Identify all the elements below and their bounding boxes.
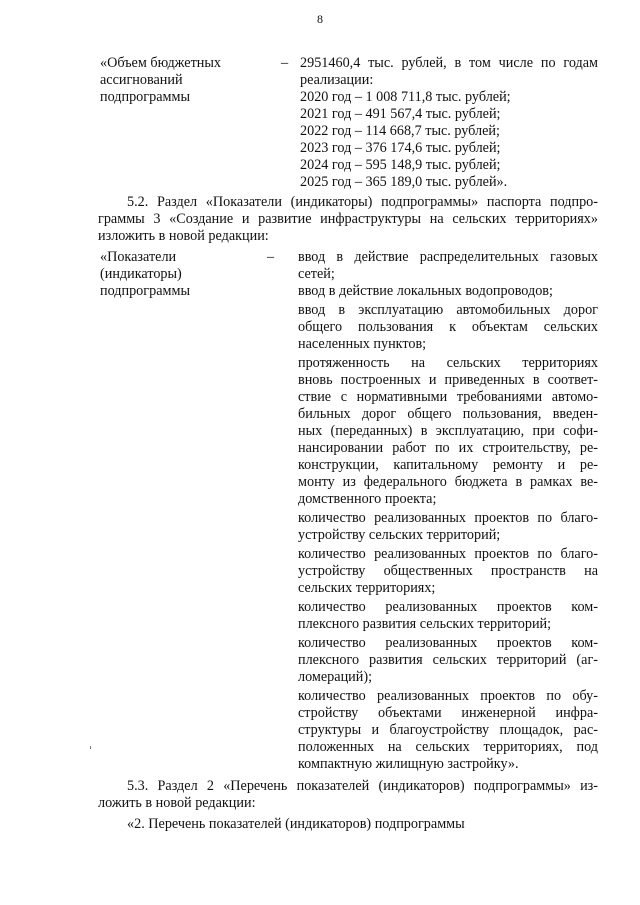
- indicator-line: положенных на сельских территориях, под: [298, 739, 598, 755]
- budget-value-line: 2025 год – 365 189,0 тыс. рублей».: [300, 174, 508, 190]
- budget-value-line: 2951460,4 тыс. рублей, в том числе по годам: [300, 55, 598, 71]
- budget-value-line: 2024 год – 595 148,9 тыс. рублей;: [300, 157, 501, 173]
- indicators-label-line: (индикаторы): [100, 266, 182, 282]
- indicator-line: ных (переданных) в эксплуатацию, при софи-: [298, 423, 598, 439]
- budget-value-line: 2021 год – 491 567,4 тыс. рублей;: [300, 106, 501, 122]
- indicator-line: вновь построенных и приведенных в соответ-: [298, 372, 598, 388]
- section-5-2-line: изложить в новой редакции:: [98, 228, 269, 244]
- indicator-line: количество реализованных проектов по обу-: [298, 688, 598, 704]
- indicator-line: конструкции, капитальному ремонту и ре-: [298, 457, 598, 473]
- indicator-line: структуры и благоустройству площадок, рас-: [298, 722, 598, 738]
- section-5-2-line: граммы 3 «Создание и развитие инфраструктуры на сельских территориях»: [98, 211, 598, 227]
- indicator-line: ствие с нормативными требованиями автомо-: [298, 389, 598, 405]
- budget-dash: –: [281, 55, 289, 71]
- section-5-3-line: «2. Перечень показателей (индикаторов) подпрограммы: [127, 816, 465, 832]
- indicator-line: сетей;: [298, 266, 335, 282]
- indicator-line: нансировании работ по их строительству, ре-: [298, 440, 598, 456]
- indicator-line: ввод в эксплуатацию автомобильных дорог: [298, 302, 598, 318]
- indicator-line: ввод в действие распределительных газовых: [298, 249, 598, 265]
- budget-value-line: 2023 год – 376 174,6 тыс. рублей;: [300, 140, 501, 156]
- budget-label-line: ассигнований: [100, 72, 183, 88]
- indicator-line: протяженность на сельских территориях: [298, 355, 598, 371]
- section-5-3-line: ложить в новой редакции:: [98, 795, 256, 811]
- indicator-line: бильных дорог общего пользования, введен-: [298, 406, 598, 422]
- indicator-line: ломераций);: [298, 669, 373, 685]
- indicator-line: количество реализованных проектов по благо-: [298, 546, 598, 562]
- indicator-line: общего пользования к объектам сельских: [298, 319, 598, 335]
- indicator-line: устройству сельских территорий;: [298, 527, 501, 543]
- indicator-line: населенных пунктов;: [298, 336, 427, 352]
- budget-value-line: 2022 год – 114 668,7 тыс. рублей;: [300, 123, 500, 139]
- indicator-line: сельских территориях;: [298, 580, 436, 596]
- budget-value-line: реализации:: [300, 72, 374, 88]
- section-5-2-line: 5.2. Раздел «Показатели (индикаторы) подпрограммы» паспорта подпро-: [127, 194, 598, 210]
- indicator-line: ввод в действие локальных водопроводов;: [298, 283, 553, 299]
- indicator-line: количество реализованных проектов по благо-: [298, 510, 598, 526]
- indicator-line: плексного развития сельских территорий (аг-: [298, 652, 598, 668]
- page-number: 8: [317, 12, 323, 26]
- budget-label-line: подпрограммы: [100, 89, 190, 105]
- budget-label-line: «Объем бюджетных: [100, 55, 222, 71]
- indicator-line: домственного проекта;: [298, 491, 437, 507]
- indicators-dash: –: [267, 249, 275, 265]
- budget-value-line: 2020 год – 1 008 711,8 тыс. рублей;: [300, 89, 511, 105]
- section-5-3-line: 5.3. Раздел 2 «Перечень показателей (индикаторов) подпрограммы» из-: [127, 778, 598, 794]
- indicators-label-line: «Показатели: [100, 249, 177, 265]
- indicator-line: монту из федерального бюджета в рамках ве-: [298, 474, 598, 490]
- scan-speck: [90, 746, 91, 749]
- indicator-line: количество реализованных проектов ком-: [298, 599, 598, 615]
- indicator-line: устройству общественных пространств на: [298, 563, 598, 579]
- indicators-label-line: подпрограммы: [100, 283, 190, 299]
- indicator-line: стройству объектами инженерной инфра-: [298, 705, 598, 721]
- indicator-line: компактную жилищную застройку».: [298, 756, 519, 772]
- indicator-line: плексного развития сельских территорий;: [298, 616, 552, 632]
- indicator-line: количество реализованных проектов ком-: [298, 635, 598, 651]
